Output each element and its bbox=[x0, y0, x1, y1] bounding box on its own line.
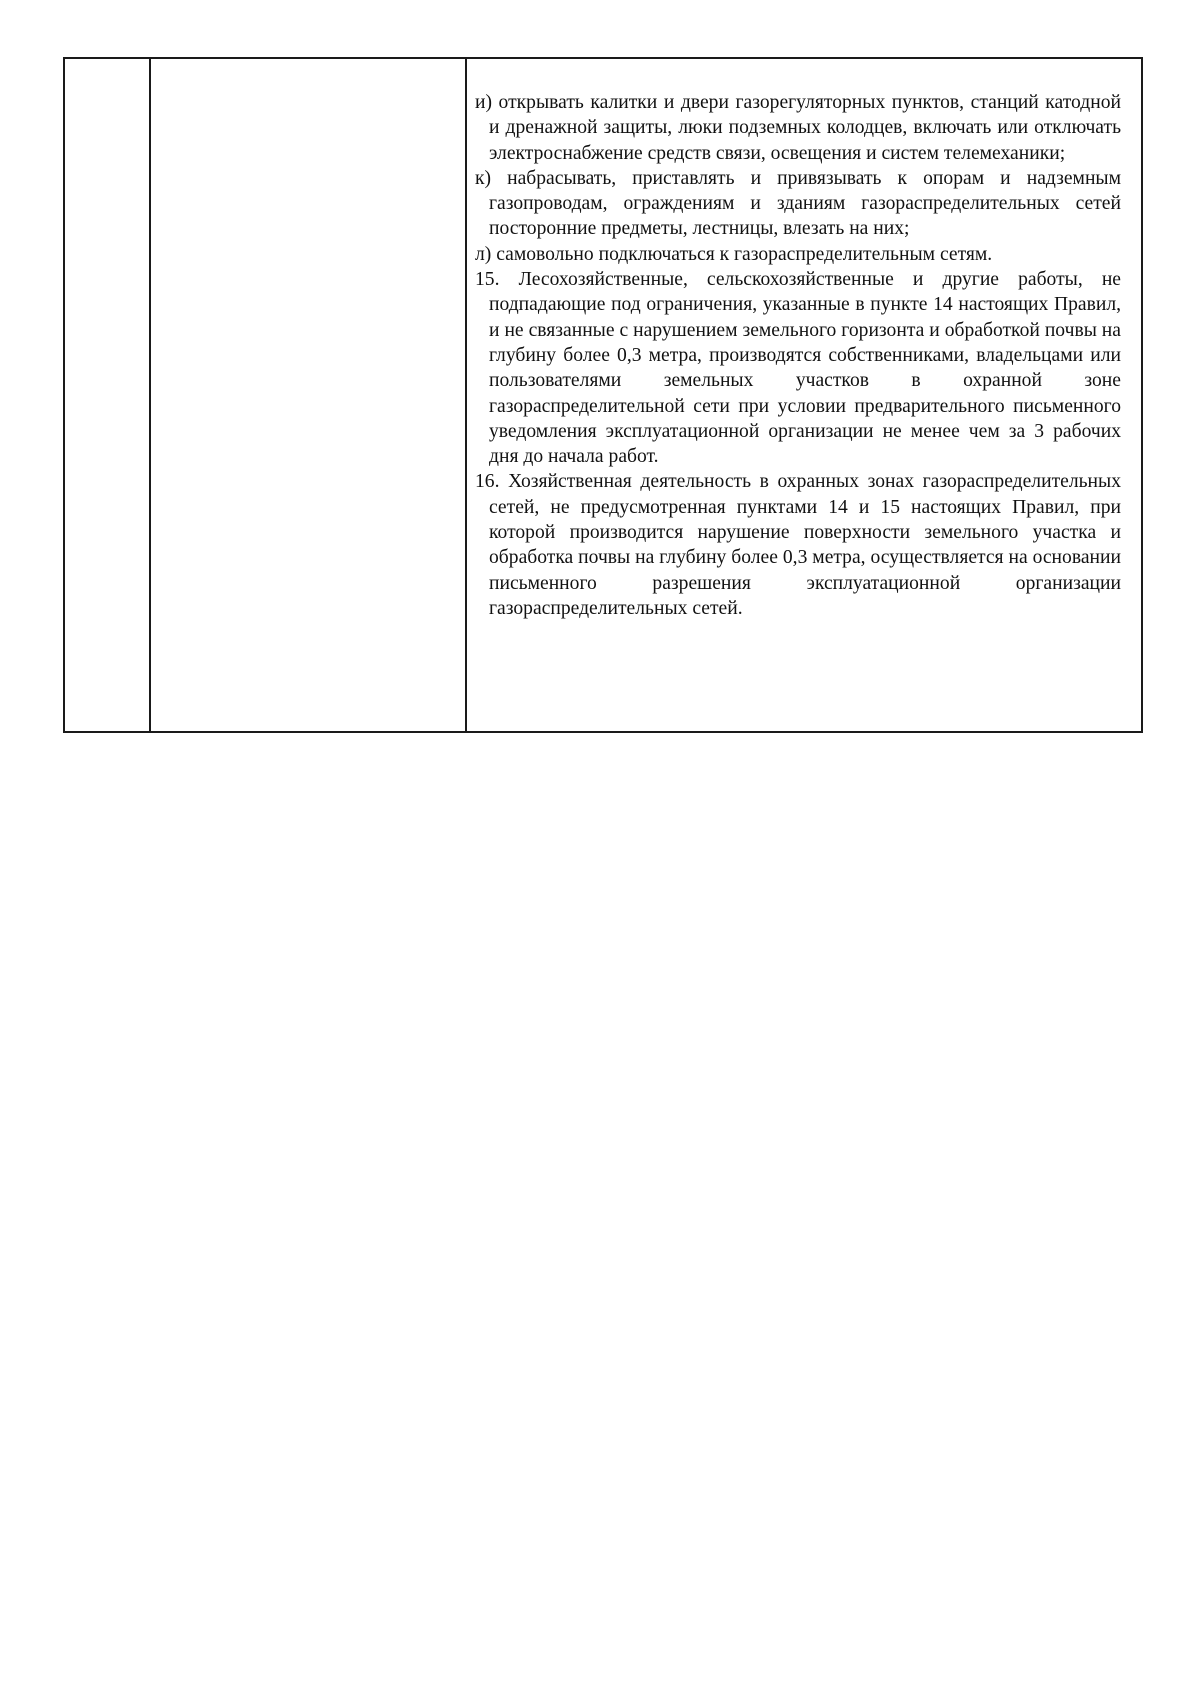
table-cell-name bbox=[150, 58, 466, 732]
table-cell-number bbox=[64, 58, 150, 732]
table-row bbox=[64, 58, 1142, 732]
document-table bbox=[63, 57, 1143, 733]
paragraph-clause-15: 15. Лесохозяйственные, сельскохозяйственные и другие работы, не подпадающие под ограничения, указанные в пункте 14 настоящих Правил, и не связанные с нарушением земельного горизонта и обработкой почвы на глубину более 0,3 метра, производятся собственниками, владельцами или пользователями земельных участков в охранной зоне газораспределительной сети при условии предварительного письменного уведомления эксплуатационной организации не менее чем за 3 рабочих дня до начала работ. bbox=[475, 269, 1121, 468]
paragraph-item-i: и) открывать калитки и двери газорегуляторных пунктов, станций катодной и дренажной защиты, люки подземных колодцев, включать или отключать электроснабжение средств связи, освещения и систем телемеханики; bbox=[475, 92, 1121, 164]
paragraph-clause-16: 16. Хозяйственная деятельность в охранных зонах газораспределительных сетей, не предусмотренная пунктами 14 и 15 настоящих Правил, при которой производится нарушение поверхности земельного участка и обработка почвы на глубину более 0,3 метра, осуществляется на основании письменного разрешения эксплуатационной организации газораспределительных сетей. bbox=[475, 471, 1121, 619]
paragraph-item-k: к) набрасывать, приставлять и привязывать к опорам и надземным газопроводам, ограждениям и зданиям газораспределительных сетей посторонние предметы, лестницы, влезать на них; bbox=[475, 167, 1121, 240]
table-cell-content bbox=[466, 58, 1142, 732]
paragraph-item-l: л) самовольно подключаться к газораспределительным сетям. bbox=[475, 243, 993, 265]
